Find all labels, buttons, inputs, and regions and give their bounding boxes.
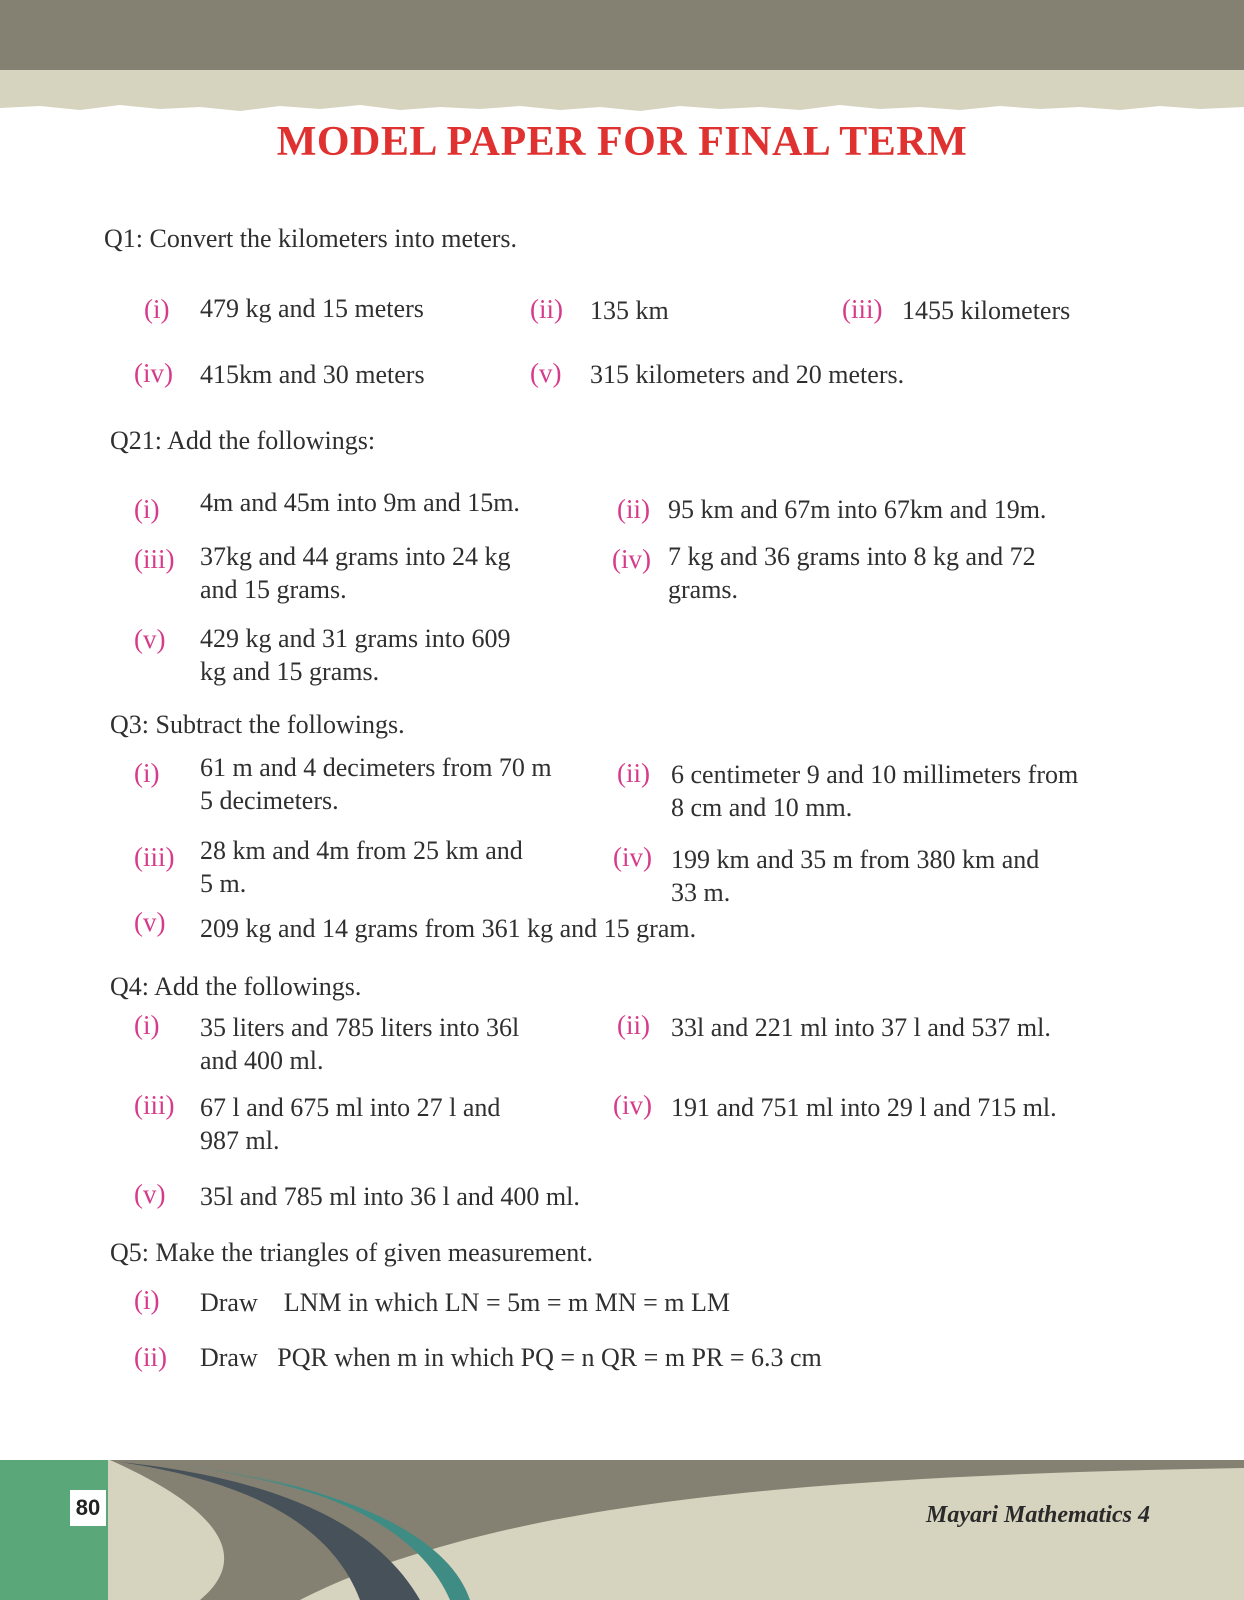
q3-item-5-line-1: 209 kg and 14 grams from 361 kg and 15 gram.: [200, 914, 697, 943]
q1-item-1-number: (i): [144, 294, 170, 324]
q3-item-3-number: (iii): [134, 842, 175, 872]
q2-item-2-line-1: 95 km and 67m into 67km and 19m.: [668, 495, 1047, 524]
q4-item-1-number: (i): [134, 1010, 160, 1040]
q2-heading: Q21: Add the followings:: [110, 426, 376, 455]
footer-green-block: [0, 1460, 108, 1600]
q1-heading: Q1: Convert the kilometers into meters.: [104, 224, 518, 253]
q4-item-2-line-1: 33l and 221 ml into 37 l and 537 ml.: [671, 1013, 1051, 1042]
q4-item-3-line-1: 67 l and 675 ml into 27 l and: [200, 1093, 501, 1122]
book-title: Mayari Mathematics 4: [925, 1502, 1150, 1528]
q3-item-3-line-1: 28 km and 4m from 25 km and: [200, 836, 523, 865]
q3-item-1-line-2: 5 decimeters.: [200, 786, 339, 815]
q2-item-3-line-1: 37kg and 44 grams into 24 kg: [200, 542, 511, 571]
q5-item-1-number: (i): [134, 1285, 160, 1315]
q2-item-5-number: (v): [134, 624, 166, 654]
q5-item-2-line-1: Draw PQR when m in which PQ = n QR = m PR = 6.3 cm: [200, 1343, 822, 1372]
q2-item-4-line-2: grams.: [668, 575, 739, 604]
q3-item-2-line-1: 6 centimeter 9 and 10 millimeters from: [671, 760, 1079, 789]
q1-item-5-number: (v): [530, 358, 562, 388]
q3-item-2-line-2: 8 cm and 10 mm.: [671, 793, 853, 822]
q5-item-1-line-1: Draw LNM in which LN = 5m = m MN = m LM: [200, 1288, 731, 1317]
q5-item-2-number: (ii): [134, 1342, 167, 1372]
q3-item-5-number: (v): [134, 907, 166, 937]
q2-item-3-number: (iii): [134, 544, 175, 574]
q4-item-1-line-1: 35 liters and 785 liters into 36l: [200, 1013, 520, 1042]
q4-item-2-number: (ii): [617, 1010, 650, 1040]
header-band-dark: [0, 0, 1244, 70]
q4-item-4-number: (iv): [613, 1090, 652, 1120]
q3-item-4-number: (iv): [613, 842, 652, 872]
q4-item-5-line-1: 35l and 785 ml into 36 l and 400 ml.: [200, 1182, 580, 1211]
q4-heading: Q4: Add the followings.: [110, 972, 362, 1001]
q1-item-4-text: 415km and 30 meters: [200, 360, 425, 389]
q4-item-3-line-2: 987 ml.: [200, 1126, 280, 1155]
q3-item-4-line-2: 33 m.: [671, 878, 731, 907]
q2-item-3-line-2: and 15 grams.: [200, 575, 347, 604]
q2-item-5-line-2: kg and 15 grams.: [200, 657, 380, 686]
q1-item-4-number: (iv): [134, 358, 173, 388]
q3-item-2-number: (ii): [617, 758, 650, 788]
q4-item-5-number: (v): [134, 1179, 166, 1209]
q3-item-3-line-2: 5 m.: [200, 869, 247, 898]
q2-item-5-line-1: 429 kg and 31 grams into 609: [200, 624, 511, 653]
q4-item-4-line-1: 191 and 751 ml into 29 l and 715 ml.: [671, 1093, 1057, 1122]
q1-item-3-text: 1455 kilometers: [902, 296, 1071, 325]
q1-item-5-text: 315 kilometers and 20 meters.: [590, 360, 905, 389]
q3-heading: Q3: Subtract the followings.: [110, 710, 405, 739]
q2-item-2-number: (ii): [617, 494, 650, 524]
page-title: MODEL PAPER FOR FINAL TERM: [276, 119, 968, 165]
q1-item-2-text: 135 km: [590, 296, 669, 325]
q4-item-1-line-2: and 400 ml.: [200, 1046, 324, 1075]
q1-item-1-text: 479 kg and 15 meters: [200, 294, 424, 323]
page-number: 80: [70, 1490, 106, 1526]
q3-item-4-line-1: 199 km and 35 m from 380 km and: [671, 845, 1040, 874]
q4-item-3-number: (iii): [134, 1090, 175, 1120]
q1-item-2-number: (ii): [530, 294, 563, 324]
q3-item-1-number: (i): [134, 758, 160, 788]
q2-item-4-line-1: 7 kg and 36 grams into 8 kg and 72: [668, 542, 1036, 571]
q1-item-3-number: (iii): [842, 294, 883, 324]
q2-item-4-number: (iv): [612, 544, 651, 574]
q2-item-1-number: (i): [134, 494, 160, 524]
q5-heading: Q5: Make the triangles of given measurement.: [110, 1238, 594, 1267]
q3-item-1-line-1: 61 m and 4 decimeters from 70 m: [200, 753, 552, 782]
q2-item-1-line-1: 4m and 45m into 9m and 15m.: [200, 488, 520, 517]
